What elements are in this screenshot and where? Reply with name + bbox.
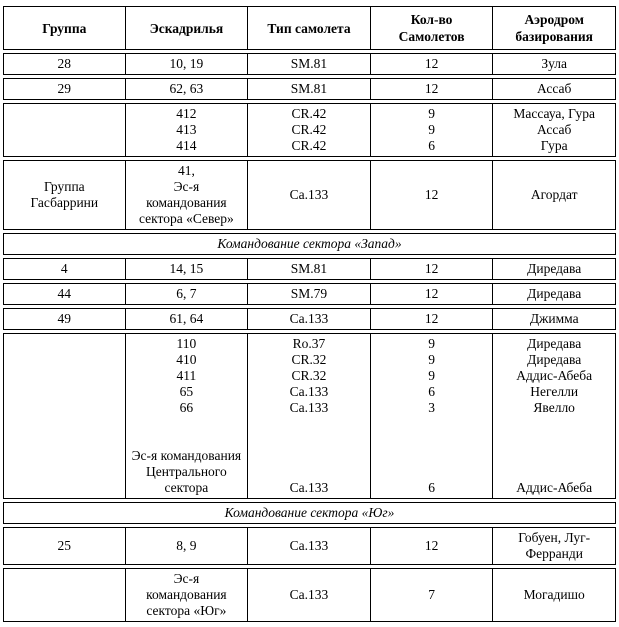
cell-line: 6, 7: [176, 286, 197, 301]
cell-line: 8, 9: [176, 538, 197, 553]
table-row: [3, 308, 616, 330]
cell-line: Группа: [43, 179, 85, 194]
cell-line: Диредава: [527, 352, 582, 367]
table-cell: [371, 78, 494, 100]
table-cell: [3, 568, 126, 622]
cell-line: SM.81: [290, 261, 328, 276]
cell-line: Агордат: [530, 187, 578, 202]
cell-line: 44: [57, 286, 72, 301]
cell-line: Са.133: [289, 538, 329, 553]
table-row: [3, 78, 616, 100]
table-cell: [493, 78, 616, 100]
cell-line: 7: [428, 587, 435, 602]
table-cell: [371, 527, 494, 565]
cell-line: [251, 432, 367, 448]
table-cell: [3, 283, 126, 305]
header-cell-group: [3, 6, 126, 50]
cell-line: сектора «Юг»: [146, 603, 227, 618]
table-cell: [126, 283, 249, 305]
table-cell: [3, 103, 126, 157]
cell-line: Зула: [541, 56, 568, 71]
cell-line: Джимма: [529, 311, 579, 326]
cell-line: Са.133: [289, 400, 329, 415]
table-cell: [493, 308, 616, 330]
cell-line: 6: [428, 384, 435, 399]
cell-line: [374, 416, 490, 432]
cell-line: [374, 448, 490, 464]
cell-line: Са.133: [289, 187, 329, 202]
cell-line: 9: [428, 368, 435, 383]
cell-line: сектора: [164, 480, 209, 495]
table-cell: [371, 258, 494, 280]
cell-line: 12: [424, 187, 439, 202]
header-cell-airfield: [493, 6, 616, 50]
table-cell: [248, 258, 371, 280]
cell-line: 12: [424, 286, 439, 301]
table-cell: [126, 78, 249, 100]
table-row: [3, 258, 616, 280]
table-cell: [126, 53, 249, 75]
cell-line: 410: [176, 352, 197, 367]
cell-line: Могадишо: [523, 587, 585, 602]
aircraft-table: [3, 3, 616, 625]
cell-line: Ферранди: [525, 546, 583, 561]
cell-line: Са.133: [289, 311, 329, 326]
cell-line: 413: [176, 122, 197, 137]
table-cell: [493, 527, 616, 565]
cell-line: [496, 464, 612, 480]
cell-line: 29: [57, 81, 72, 96]
cell-line: SM.81: [290, 81, 328, 96]
table-cell: [126, 333, 249, 499]
cell-line: Гура: [540, 138, 568, 153]
table-row: [3, 53, 616, 75]
table-row: [3, 333, 616, 499]
cell-line: Ассаб: [536, 122, 572, 137]
table-cell: [248, 53, 371, 75]
cell-line: SM.79: [290, 286, 328, 301]
cell-line: 25: [57, 538, 72, 553]
cell-line: 411: [176, 368, 197, 383]
cell-line: Тип самолета: [267, 20, 351, 36]
table-row: [3, 568, 616, 622]
table-row: [3, 103, 616, 157]
header-cell-aircraft-count: [371, 6, 494, 50]
cell-line: 9: [428, 106, 435, 121]
table-cell: [3, 78, 126, 100]
cell-line: Са.133: [289, 384, 329, 399]
cell-line: 412: [176, 106, 197, 121]
cell-line: сектора «Север»: [138, 211, 234, 226]
table-cell: [493, 160, 616, 230]
cell-line: 12: [424, 56, 439, 71]
cell-line: Гасбаррини: [30, 195, 99, 210]
table-cell: [126, 527, 249, 565]
cell-line: 12: [424, 81, 439, 96]
table-cell: [248, 333, 371, 499]
table-cell: [3, 527, 126, 565]
cell-line: 12: [424, 311, 439, 326]
cell-line: Эс-я: [173, 571, 200, 586]
cell-line: 110: [176, 336, 197, 351]
table-cell: [493, 103, 616, 157]
cell-line: Группа: [42, 20, 87, 36]
cell-line: 41,: [177, 163, 195, 178]
table-cell: [3, 258, 126, 280]
cell-line: CR.42: [291, 106, 327, 121]
cell-line: Эскадрилья: [149, 20, 224, 36]
cell-line: [7, 122, 122, 138]
table-cell: [248, 527, 371, 565]
cell-line: 12: [424, 261, 439, 276]
table-cell: [126, 258, 249, 280]
cell-line: 62, 63: [169, 81, 204, 96]
section-label: Командование сектора «Запад»: [3, 233, 616, 255]
table-cell: [248, 78, 371, 100]
cell-line: Ro.37: [292, 336, 326, 351]
cell-line: [251, 416, 367, 432]
header-cell-aircraft-type: [248, 6, 371, 50]
section-label: Командование сектора «Юг»: [3, 502, 616, 524]
cell-line: SM.81: [290, 56, 328, 71]
cell-line: 10, 19: [169, 56, 204, 71]
cell-line: [374, 432, 490, 448]
cell-line: 49: [57, 311, 72, 326]
cell-line: [496, 416, 612, 432]
cell-line: [496, 448, 612, 464]
cell-line: 65: [179, 384, 194, 399]
header-row: [3, 6, 616, 50]
cell-line: Явелло: [533, 400, 575, 415]
cell-line: CR.32: [291, 352, 327, 367]
table-body: [3, 53, 616, 622]
cell-line: Ассаб: [536, 81, 572, 96]
cell-line: Диредава: [527, 336, 582, 351]
table-cell: [371, 53, 494, 75]
cell-line: 9: [428, 336, 435, 351]
table-cell: [493, 283, 616, 305]
cell-line: [251, 448, 367, 464]
cell-line: [129, 416, 245, 432]
cell-line: 9: [428, 352, 435, 367]
cell-line: Гобуен, Луг-: [518, 530, 591, 545]
cell-line: CR.32: [291, 368, 327, 383]
table-cell: [3, 333, 126, 499]
table-cell: [3, 308, 126, 330]
table-row: [3, 283, 616, 305]
table-cell: [493, 568, 616, 622]
cell-line: CR.42: [291, 122, 327, 137]
cell-line: [374, 464, 490, 480]
cell-line: 28: [57, 56, 72, 71]
cell-line: [7, 408, 122, 424]
cell-line: Са.133: [289, 480, 329, 495]
cell-line: базирования: [515, 29, 593, 44]
cell-line: командования: [146, 587, 227, 602]
table-cell: [248, 308, 371, 330]
cell-line: Аддис-Абеба: [516, 480, 593, 495]
table-cell: [248, 568, 371, 622]
table-cell: [371, 568, 494, 622]
cell-line: 6: [428, 138, 435, 153]
cell-line: [7, 587, 122, 603]
table-row: [3, 527, 616, 565]
cell-line: Центрального: [146, 464, 227, 479]
cell-line: Аддис-Абеба: [516, 368, 593, 383]
cell-line: 66: [179, 400, 194, 415]
cell-line: командования: [146, 195, 227, 210]
table-cell: [3, 53, 126, 75]
cell-line: Эс-я командования: [131, 448, 242, 463]
table-cell: [248, 160, 371, 230]
cell-line: Са.133: [289, 587, 329, 602]
cell-line: 9: [428, 122, 435, 137]
cell-line: 12: [424, 538, 439, 553]
table-cell: [126, 568, 249, 622]
cell-line: 6: [428, 480, 435, 495]
table-cell: [371, 283, 494, 305]
cell-line: [496, 432, 612, 448]
table-cell: [371, 308, 494, 330]
cell-line: 3: [428, 400, 435, 415]
header-cell-squadron: [126, 6, 249, 50]
table-cell: [126, 103, 249, 157]
table-cell: [248, 103, 371, 157]
cell-line: 4: [60, 261, 68, 276]
cell-line: Негелли: [530, 384, 579, 399]
table-cell: [126, 308, 249, 330]
table-cell: [493, 333, 616, 499]
table-cell: [126, 160, 249, 230]
table-row: [3, 160, 616, 230]
cell-line: Кол-во: [410, 12, 453, 27]
cell-line: CR.42: [291, 138, 327, 153]
cell-line: Аэродром: [524, 12, 584, 27]
table-cell: [371, 333, 494, 499]
cell-line: [251, 464, 367, 480]
table-header: [3, 6, 616, 50]
section-row: [3, 502, 616, 524]
table-cell: [248, 283, 371, 305]
table-cell: [493, 53, 616, 75]
section-row: [3, 233, 616, 255]
table-cell: [371, 103, 494, 157]
cell-line: 14, 15: [169, 261, 204, 276]
cell-line: Диредава: [527, 286, 582, 301]
cell-line: Самолетов: [398, 29, 465, 44]
cell-line: Эс-я: [173, 179, 200, 194]
table-cell: [3, 160, 126, 230]
cell-line: [129, 432, 245, 448]
cell-line: Массауа, Гура: [513, 106, 595, 121]
cell-line: 61, 64: [169, 311, 204, 326]
table-cell: [371, 160, 494, 230]
cell-line: 414: [176, 138, 197, 153]
cell-line: Диредава: [527, 261, 582, 276]
table-cell: [493, 258, 616, 280]
